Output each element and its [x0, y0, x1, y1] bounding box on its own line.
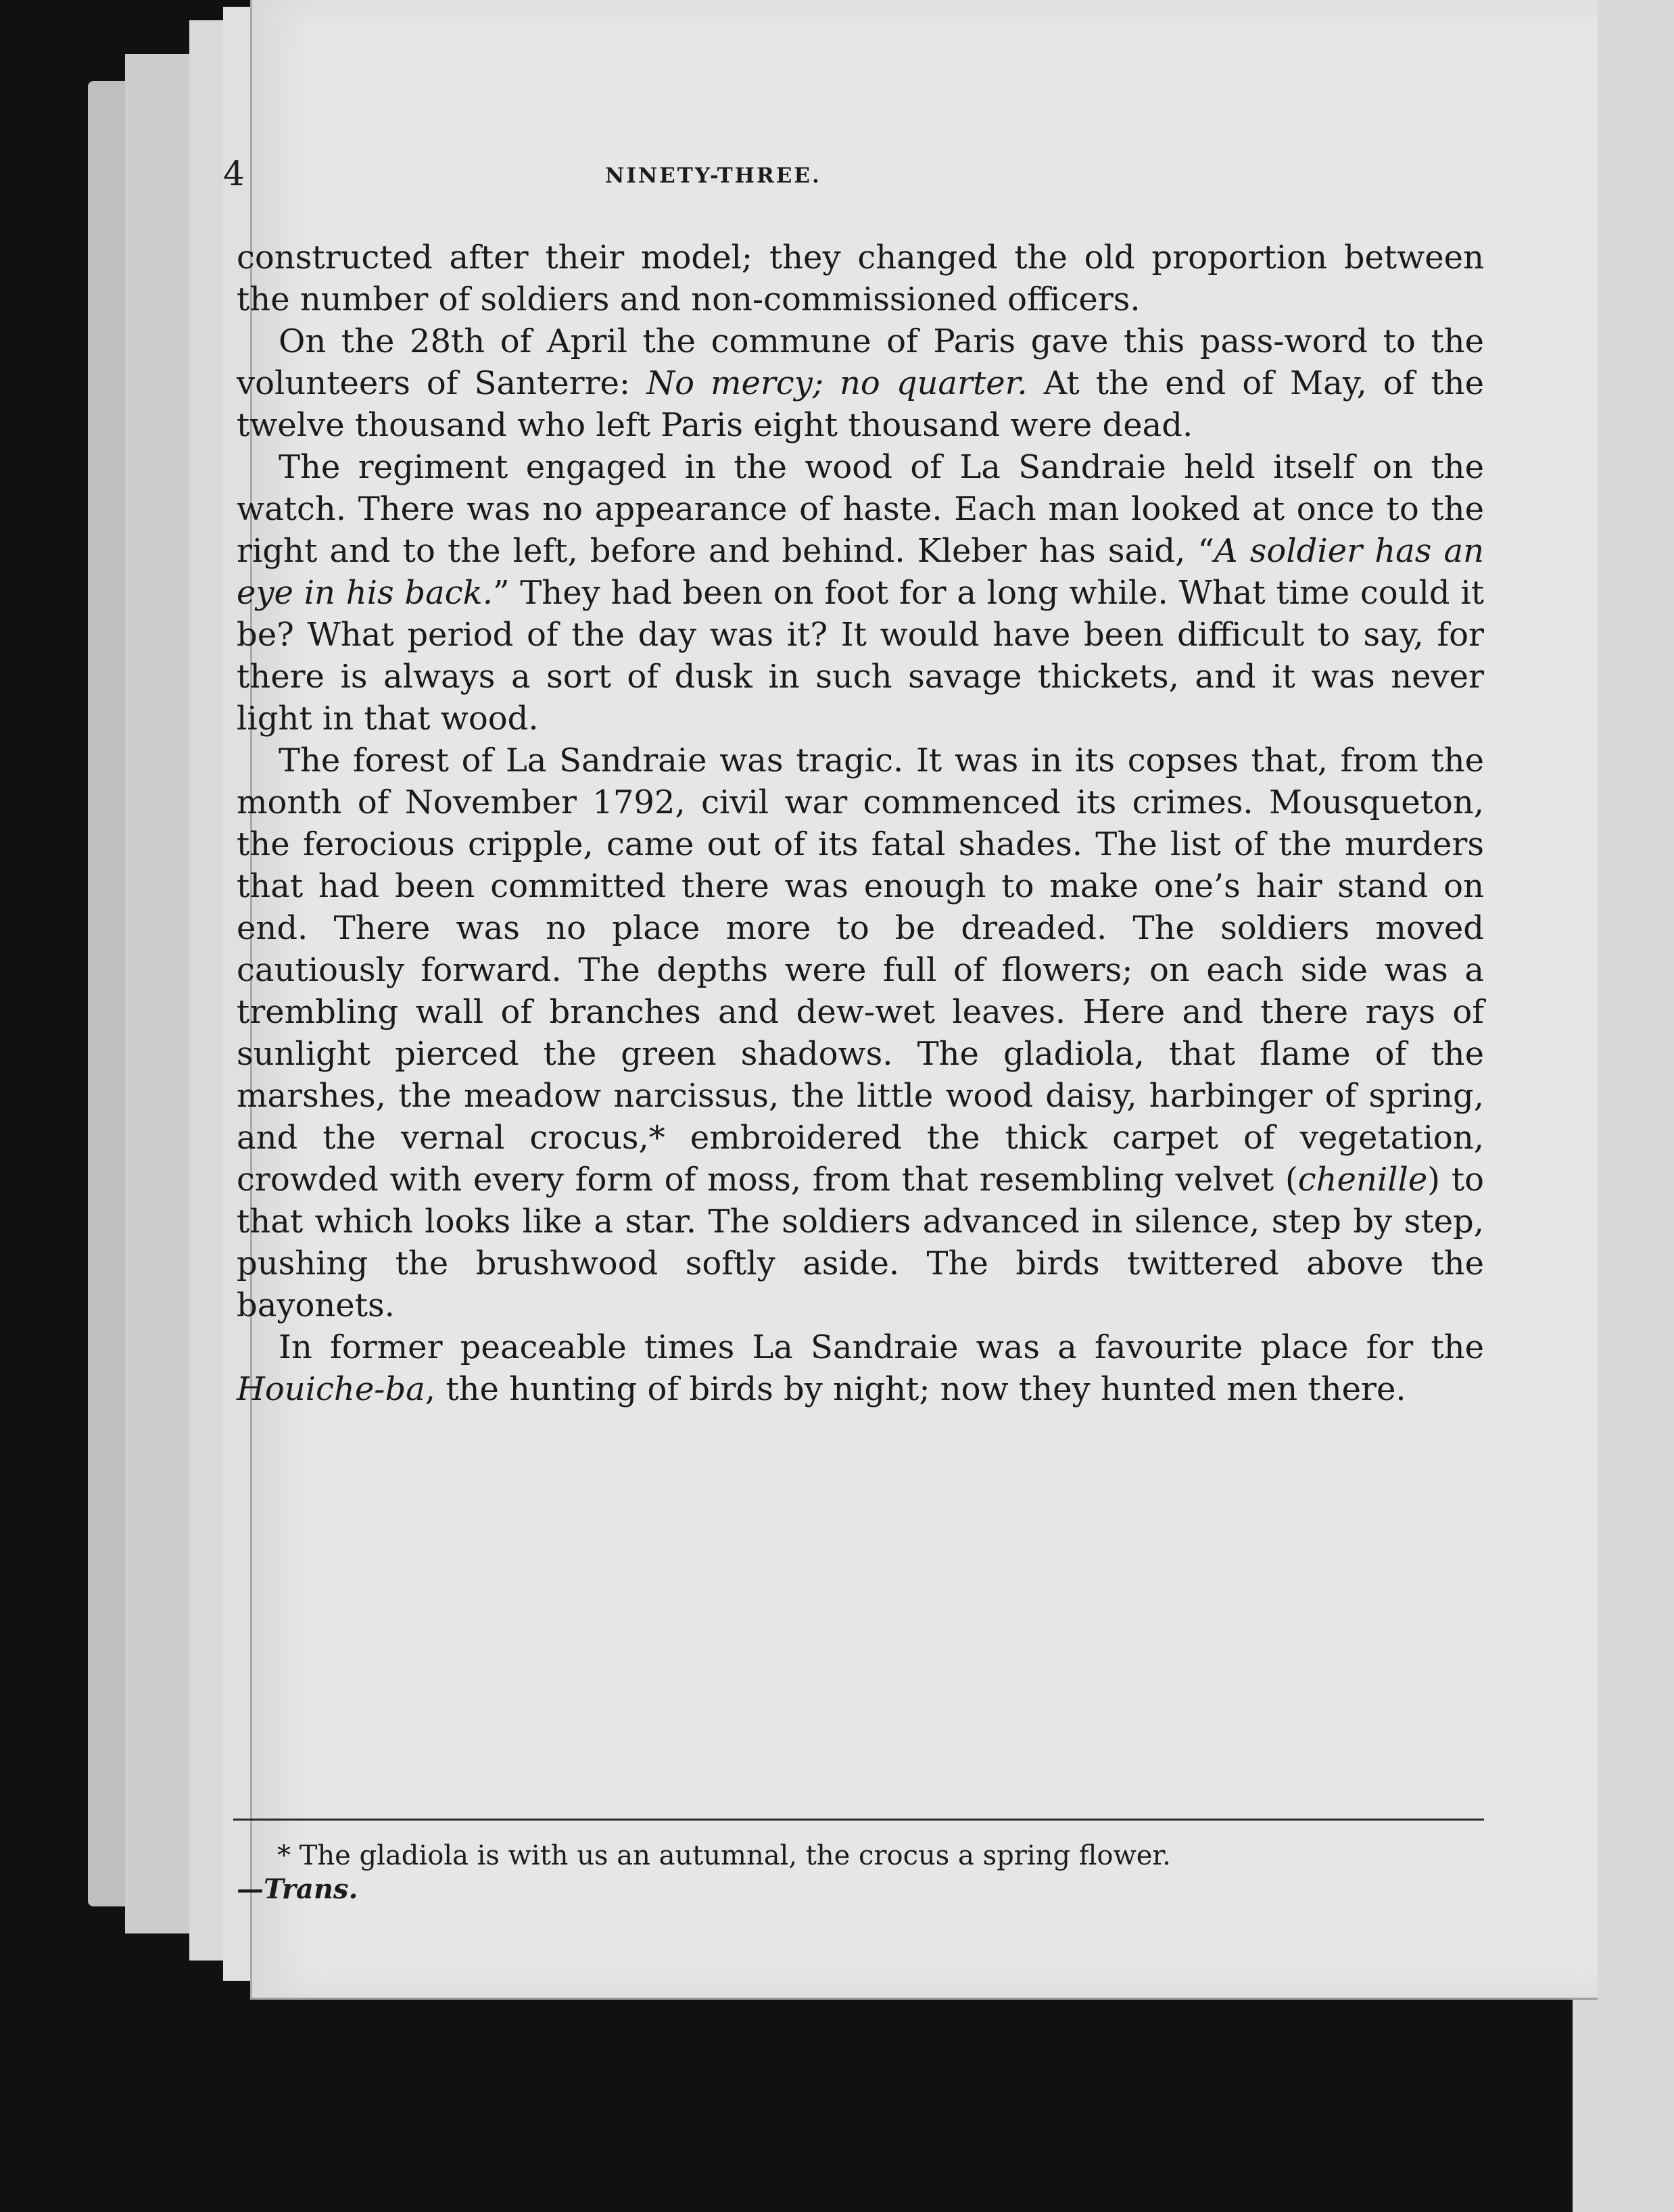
paragraph [237, 446, 1484, 740]
italic-text: A soldier has an eye in his back. [237, 532, 1484, 612]
paragraph [237, 237, 1484, 320]
paragraph-text: At the end of May, of the twelve thousand who left Paris eight thousand were dead. [237, 364, 1484, 444]
italic-text: No mercy; no quarter. [646, 364, 1028, 402]
paragraph-text: ” They had been on foot for a long while. What time could it be? What period of the day was it? It would have been difficult to say, for there is always a sort of dusk in such savage thickets, and it was never light in that wood. [237, 574, 1484, 738]
running-head [223, 154, 1332, 195]
footnote-text: * The gladiola is with us an autumnal, the crocus a spring flower. [277, 1840, 1171, 1871]
paragraph [237, 740, 1484, 1326]
paragraph-text: ) to that which looks like a star. The soldiers advanced in silence, step by step, pushing the brushwood softly aside. The birds twittered above the bayonets. [237, 1161, 1484, 1324]
footnote [237, 1839, 1484, 1906]
running-title: NINETY-THREE. [605, 164, 821, 188]
paragraph-text: The regiment engaged in the wood of La Sandraie held itself on the watch. There was no appearance of haste. Each man looked at once to the right and to the left, before and behind. Kleber has said, “ [237, 448, 1484, 570]
italic-text: chenille [1297, 1161, 1428, 1199]
body-text [237, 237, 1484, 1410]
paragraph-text: , the hunting of birds by night; now they hunted men there. [425, 1370, 1406, 1408]
footnote-attribution: —Trans. [237, 1873, 358, 1905]
paragraph-text: The forest of La Sandraie was tragic. It was in its copses that, from the month of November 1792, civil war commenced its crimes. Mousqueton, the ferocious cripple, came out of its fatal shades. The list of the murders that had been committed there was enough to make one’s hair stand on end. There was no place more to be dreaded. The soldiers moved cautiously forward. The depths were full of flowers; on each side was a trembling wall of branches and dew-wet leaves. Here and there rays of sunlight pierced the green shadows. The gladiola, that flame of the marshes, the meadow narcissus, the little wood daisy, harbinger of spring, and the vernal crocus,* embroidered the thick carpet of vegetation, crowded with every form of moss, from that resembling velvet ( [237, 742, 1484, 1199]
italic-text: Houiche-ba [237, 1370, 425, 1408]
paragraph-text: constructed after their model; they changed the old proportion between the number of soldiers and non-commissioned officers. [237, 239, 1484, 318]
footnote-rule [233, 1819, 1484, 1821]
paragraph-text: In former peaceable times La Sandraie was a favourite place for the [279, 1328, 1484, 1366]
paragraph-text: On the 28th of April the commune of Paris gave this pass-word to the volunteers of Santerre: [237, 322, 1484, 402]
page-number: 4 [223, 154, 245, 193]
paragraph [237, 1326, 1484, 1410]
paragraph [237, 320, 1484, 446]
